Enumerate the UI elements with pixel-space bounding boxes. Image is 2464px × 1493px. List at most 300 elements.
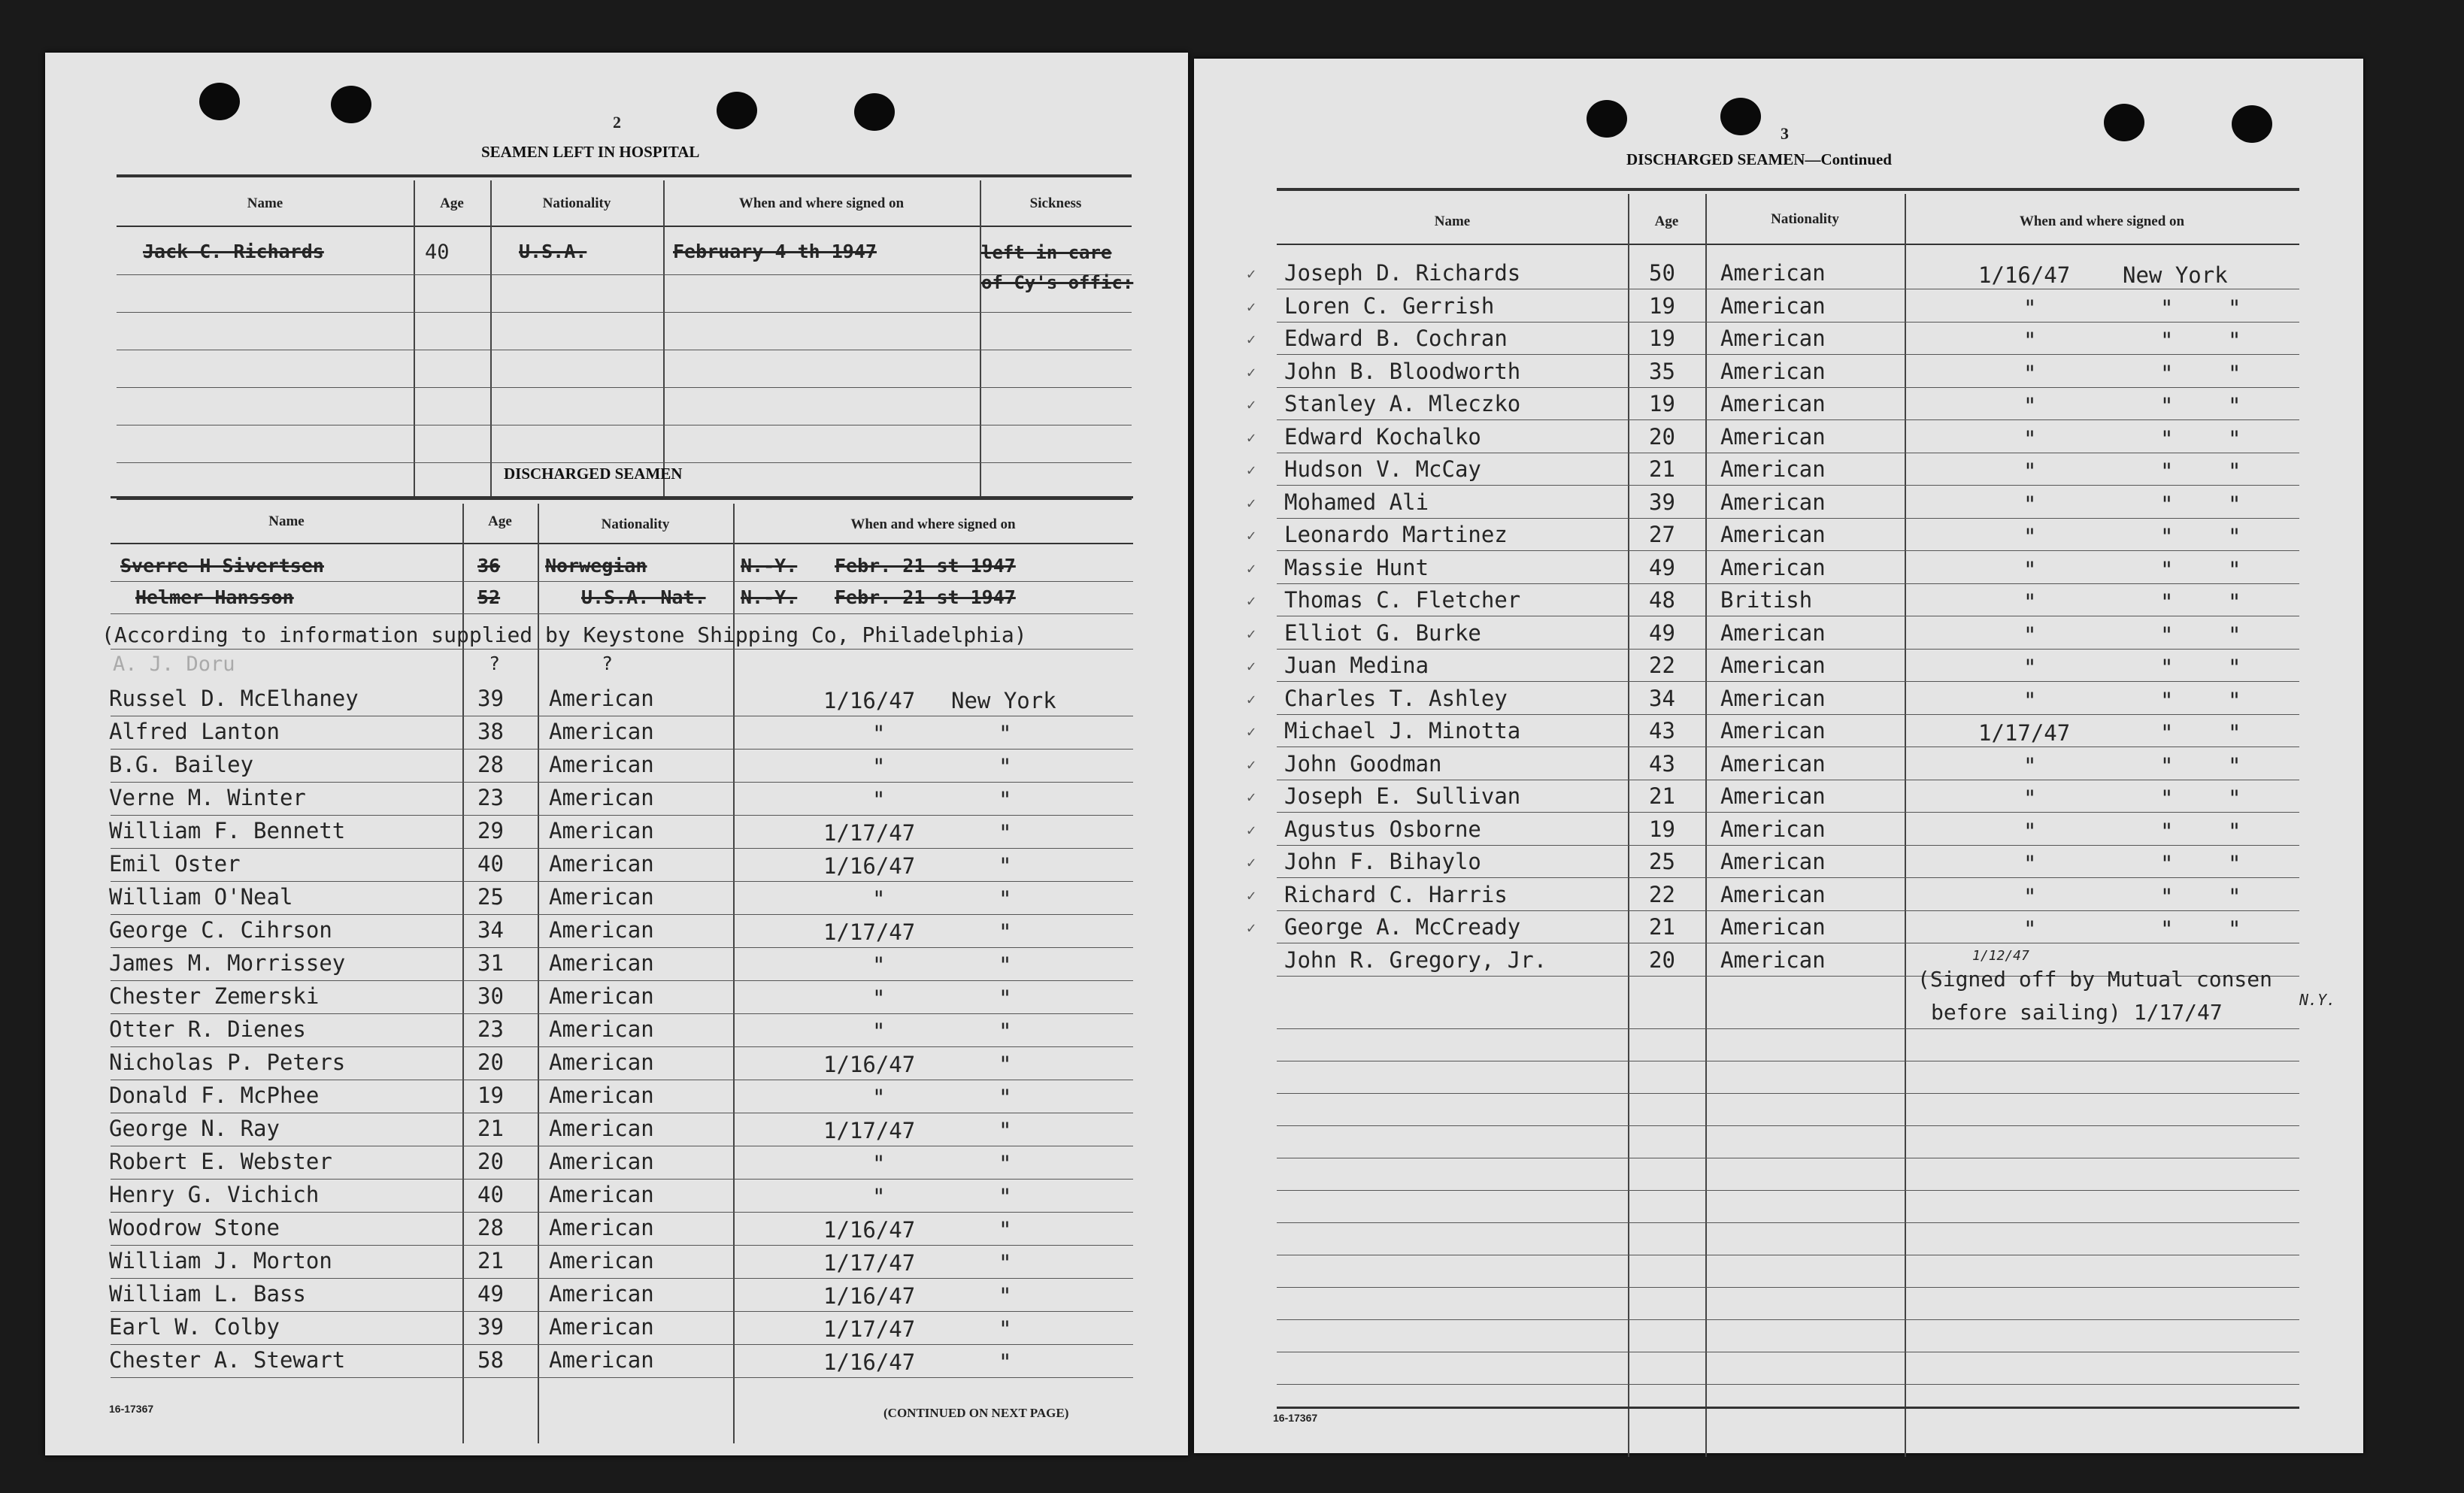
seaman-signed-date: 1/16/47: [823, 853, 916, 879]
gregory-annotation: 1/12/47: [1972, 948, 2029, 964]
col-divider: [980, 180, 981, 500]
seaman-age: 23: [477, 1016, 504, 1042]
keystone-note: (According to information supplied by Keystone Shipping Co, Philadelphia): [102, 622, 1027, 647]
row-rule: [117, 312, 1132, 313]
seaman-nationality: American: [1720, 653, 1826, 678]
seaman-nationality: American: [549, 1314, 654, 1340]
seaman-age: 21: [477, 1248, 504, 1273]
seaman-name: Juan Medina: [1284, 653, 1429, 678]
struck-date: Febr. 21 st 1947: [835, 555, 1016, 577]
hospital-name: Jack C. Richards: [143, 241, 324, 262]
seaman-signed-place: ": [2160, 589, 2174, 615]
seaman-name: John B. Bloodworth: [1284, 359, 1521, 384]
seaman-age: 35: [1649, 359, 1675, 384]
seaman-signed-place: ": [2160, 557, 2174, 583]
seaman-nationality: American: [1720, 816, 1826, 842]
seaman-name: John R. Gregory, Jr.: [1284, 947, 1547, 973]
seaman-nationality: American: [1720, 359, 1826, 384]
seaman-name: Otter R. Dienes: [109, 1016, 306, 1042]
row-rule: [1277, 485, 2299, 486]
seaman-signed-date: ": [2023, 426, 2037, 452]
row-rule: [111, 848, 1133, 849]
seaman-signed-date: 1/16/47: [1978, 262, 2071, 288]
gregory-note-2: before sailing) 1/17/47: [1931, 1000, 2223, 1025]
seaman-name: Loren C. Gerrish: [1284, 293, 1495, 319]
check-mark: ✓: [1247, 821, 1256, 839]
struck-place: N.-Y.: [741, 586, 798, 608]
seaman-nationality: American: [549, 983, 654, 1009]
row-rule: [1277, 354, 2299, 355]
seaman-signed-date: ": [2023, 622, 2037, 648]
punch-hole: [717, 92, 757, 129]
hospital-title: SEAMEN LEFT IN HOSPITAL: [481, 143, 700, 161]
seaman-signed-place: ": [999, 1217, 1012, 1243]
row-rule: [111, 881, 1133, 882]
seaman-nationality: American: [549, 1248, 654, 1273]
seaman-name: Agustus Osborne: [1284, 816, 1481, 842]
seaman-age: 34: [1649, 686, 1675, 711]
seaman-age: 30: [477, 983, 504, 1009]
seaman-nationality: American: [1720, 882, 1826, 907]
check-mark: ✓: [1247, 265, 1256, 283]
seaman-signed-date: ": [2023, 589, 2037, 615]
seaman-nationality: American: [1720, 456, 1826, 482]
row-rule: [1277, 1287, 2299, 1288]
seaman-signed-extra: ": [2228, 328, 2241, 353]
seaman-signed-place: New York: [2123, 262, 2228, 288]
seaman-age: 22: [1649, 653, 1675, 678]
punch-hole: [2232, 105, 2272, 143]
col-header-age: Age: [488, 513, 512, 529]
row-rule: [111, 1311, 1133, 1312]
punch-hole: [331, 86, 371, 123]
seaman-signed-extra: ": [2228, 753, 2241, 779]
seaman-signed-place: ": [999, 1052, 1012, 1077]
seaman-signed-date: ": [2023, 655, 2037, 680]
header-rule: [1277, 244, 2299, 245]
col-divider: [663, 180, 665, 500]
seaman-age: 22: [1649, 882, 1675, 907]
seaman-age: 20: [1649, 424, 1675, 450]
check-mark: ✓: [1247, 395, 1256, 413]
seaman-age: 23: [477, 785, 504, 810]
seaman-signed-extra: ": [2228, 557, 2241, 583]
table-bottom-rule: [1277, 1407, 2299, 1409]
col-header-age: Age: [1654, 214, 1679, 229]
seaman-signed-extra: ": [2228, 393, 2241, 419]
seaman-nationality: American: [1720, 620, 1826, 646]
faint-name: A. J. Doru: [113, 653, 235, 676]
seaman-nationality: American: [1720, 849, 1826, 874]
row-rule: [111, 914, 1133, 915]
table-top-rule: [117, 174, 1132, 177]
seaman-signed-date: ": [2023, 851, 2037, 877]
row-rule: [111, 581, 1133, 582]
seaman-signed-date: ": [2023, 492, 2037, 517]
seaman-signed-extra: ": [2228, 459, 2241, 484]
struck-date: Febr. 21 st 1947: [835, 586, 1016, 608]
seaman-signed-extra: ": [2228, 884, 2241, 910]
struck-name: Helmer Hansson: [135, 586, 294, 608]
struck-place: N.-Y.: [741, 555, 798, 577]
seaman-name: Emil Oster: [109, 851, 241, 877]
seaman-signed-extra: ": [2228, 524, 2241, 550]
seaman-name: Richard C. Harris: [1284, 882, 1508, 907]
seaman-nationality: American: [1720, 751, 1826, 777]
row-rule: [117, 462, 1132, 463]
seaman-signed-extra: ": [2228, 492, 2241, 517]
seaman-name: William O'Neal: [109, 884, 293, 910]
col-header-nationality: Nationality: [542, 195, 611, 211]
seaman-nationality: American: [1720, 914, 1826, 940]
col-divider: [1905, 194, 1906, 1457]
seaman-signed-extra: ": [2228, 589, 2241, 615]
row-rule: [1277, 1319, 2299, 1320]
hospital-nationality: U.S.A.: [519, 241, 587, 262]
check-mark: ✓: [1247, 559, 1256, 577]
seaman-age: 21: [1649, 783, 1675, 809]
table-top-rule: [1277, 188, 2299, 191]
seaman-nationality: American: [549, 884, 654, 910]
row-rule: [1277, 681, 2299, 682]
seaman-signed-place: ": [2160, 622, 2174, 648]
punch-hole: [199, 83, 240, 120]
check-mark: ✓: [1247, 853, 1256, 871]
seaman-name: Elliot G. Burke: [1284, 620, 1481, 646]
row-rule: [111, 782, 1133, 783]
seaman-signed-date: ": [2023, 295, 2037, 321]
row-rule: [111, 1013, 1133, 1014]
seaman-age: 49: [477, 1281, 504, 1307]
seaman-signed-place: ": [999, 721, 1012, 746]
row-rule: [111, 980, 1133, 981]
seaman-age: 21: [477, 1116, 504, 1141]
seaman-age: 58: [477, 1347, 504, 1373]
punch-hole: [1587, 100, 1627, 138]
seaman-name: John F. Bihaylo: [1284, 849, 1481, 874]
table-top-rule: [111, 496, 1133, 498]
seaman-nationality: American: [1720, 947, 1826, 973]
seaman-nationality: American: [1720, 424, 1826, 450]
seaman-nationality: American: [1720, 555, 1826, 580]
seaman-age: 39: [1649, 489, 1675, 515]
seaman-name: Edward B. Cochran: [1284, 326, 1508, 351]
seaman-signed-date: ": [2023, 786, 2037, 811]
seaman-nationality: American: [549, 1182, 654, 1207]
struck-age: 36: [477, 555, 501, 577]
faint-nationality: ?: [602, 653, 614, 674]
gregory-ny: N.Y.: [2299, 991, 2336, 1009]
seaman-signed-date: ": [2023, 524, 2037, 550]
row-rule: [111, 1179, 1133, 1180]
seaman-signed-place: ": [999, 754, 1012, 780]
seaman-signed-extra: ": [2228, 426, 2241, 452]
check-mark: ✓: [1247, 363, 1256, 381]
hospital-sickness-2: of Cy's offic:: [981, 272, 1134, 293]
seaman-age: 43: [1649, 718, 1675, 743]
form-number: 16-17367: [1273, 1412, 1318, 1424]
check-mark: ✓: [1247, 461, 1256, 479]
seaman-nationality: American: [1720, 783, 1826, 809]
seaman-signed-date: 1/17/47: [823, 919, 916, 945]
row-rule: [111, 1245, 1133, 1246]
seaman-signed-place: ": [999, 1019, 1012, 1044]
seaman-nationality: American: [549, 752, 654, 777]
seaman-name: Joseph D. Richards: [1284, 260, 1521, 286]
seaman-name: George N. Ray: [109, 1116, 280, 1141]
seaman-nationality: American: [549, 1347, 654, 1373]
seaman-signed-date: 1/17/47: [823, 1250, 916, 1276]
seaman-signed-extra: ": [2228, 361, 2241, 386]
seaman-signed-place: New York: [951, 688, 1056, 713]
seaman-signed-place: ": [2160, 295, 2174, 321]
seaman-nationality: American: [1720, 686, 1826, 711]
seaman-age: 19: [1649, 391, 1675, 416]
hospital-age: 40: [425, 241, 450, 264]
seaman-signed-date: 1/16/47: [823, 1349, 916, 1375]
seaman-nationality: American: [549, 1149, 654, 1174]
seaman-signed-date: ": [2023, 884, 2037, 910]
col-divider: [490, 180, 492, 500]
seaman-signed-place: ": [2160, 753, 2174, 779]
seaman-nationality: American: [549, 1016, 654, 1042]
seaman-name: Nicholas P. Peters: [109, 1049, 346, 1075]
seaman-signed-place: ": [2160, 492, 2174, 517]
seaman-signed-place: ": [2160, 393, 2174, 419]
seaman-signed-date: ": [872, 1184, 886, 1210]
row-rule: [111, 1344, 1133, 1345]
check-mark: ✓: [1247, 494, 1256, 512]
seaman-signed-place: ": [999, 1151, 1012, 1177]
seaman-signed-place: ": [999, 1316, 1012, 1342]
faint-age: ?: [489, 653, 501, 674]
seaman-name: Chester A. Stewart: [109, 1347, 346, 1373]
seaman-age: 49: [1649, 620, 1675, 646]
gregory-note-1: (Signed off by Mutual consen: [1917, 967, 2273, 992]
row-rule: [1277, 714, 2299, 715]
col-divider: [1628, 194, 1629, 1457]
check-mark: ✓: [1247, 657, 1256, 675]
row-rule: [1277, 387, 2299, 388]
row-rule: [111, 1046, 1133, 1047]
seaman-age: 28: [477, 752, 504, 777]
seaman-age: 40: [477, 851, 504, 877]
seaman-signed-extra: ": [2228, 688, 2241, 713]
seaman-signed-place: ": [999, 853, 1012, 879]
row-rule: [1277, 1190, 2299, 1191]
seaman-name: Hudson V. McCay: [1284, 456, 1481, 482]
seaman-name: William F. Bennett: [109, 818, 346, 843]
seaman-signed-place: ": [2160, 655, 2174, 680]
row-rule: [1277, 322, 2299, 323]
punch-hole: [1720, 98, 1761, 135]
continued-note: (CONTINUED ON NEXT PAGE): [883, 1406, 1069, 1420]
row-rule: [111, 1212, 1133, 1213]
col-header-nationality: Nationality: [601, 516, 670, 532]
seaman-name: Henry G. Vichich: [109, 1182, 320, 1207]
struck-nationality: Norwegian: [545, 555, 647, 577]
seaman-signed-extra: ": [2228, 819, 2241, 844]
row-rule: [1277, 518, 2299, 519]
struck-age: 52: [477, 586, 501, 608]
seaman-signed-place: ": [2160, 426, 2174, 452]
seaman-signed-place: ": [999, 919, 1012, 945]
seaman-nationality: American: [549, 950, 654, 976]
seaman-nationality: American: [549, 686, 654, 711]
seaman-name: Earl W. Colby: [109, 1314, 280, 1340]
seaman-age: 34: [477, 917, 504, 943]
seaman-name: Michael J. Minotta: [1284, 718, 1521, 743]
hospital-signed: February 4 th 1947: [673, 241, 877, 262]
row-rule: [111, 749, 1133, 750]
seaman-name: Russel D. McElhaney: [109, 686, 359, 711]
seaman-nationality: British: [1720, 587, 1813, 613]
row-rule: [1277, 550, 2299, 551]
seaman-signed-place: ": [2160, 328, 2174, 353]
seaman-age: 38: [477, 719, 504, 744]
seaman-age: 25: [477, 884, 504, 910]
page-number: 3: [1781, 124, 1789, 143]
seaman-nationality: American: [1720, 522, 1826, 547]
seaman-name: Verne M. Winter: [109, 785, 306, 810]
seaman-nationality: American: [1720, 293, 1826, 319]
col-header-name: Name: [247, 195, 283, 211]
seaman-age: 31: [477, 950, 504, 976]
left-page: [45, 53, 1188, 1455]
seaman-signed-place: ": [2160, 884, 2174, 910]
row-rule: [1277, 845, 2299, 846]
seaman-age: 27: [1649, 522, 1675, 547]
seaman-signed-place: ": [999, 1250, 1012, 1276]
form-number: 16-17367: [109, 1403, 154, 1415]
seaman-name: Robert E. Webster: [109, 1149, 332, 1174]
seaman-nationality: American: [549, 785, 654, 810]
seaman-name: George C. Cihrson: [109, 917, 332, 943]
seaman-signed-place: ": [2160, 851, 2174, 877]
seaman-signed-date: ": [872, 787, 886, 813]
struck-nationality: U.S.A. Nat.: [581, 586, 706, 608]
seaman-name: William J. Morton: [109, 1248, 332, 1273]
seaman-signed-date: 1/16/47: [823, 1283, 916, 1309]
seaman-signed-place: ": [999, 820, 1012, 846]
row-rule: [1277, 910, 2299, 911]
check-mark: ✓: [1247, 330, 1256, 348]
seaman-signed-place: ": [2160, 720, 2174, 746]
check-mark: ✓: [1247, 919, 1256, 937]
seaman-signed-place: ": [2160, 819, 2174, 844]
seaman-age: 19: [1649, 293, 1675, 319]
punch-hole: [2104, 104, 2144, 141]
seaman-nationality: American: [1720, 391, 1826, 416]
check-mark: ✓: [1247, 788, 1256, 806]
seaman-signed-extra: ": [2228, 655, 2241, 680]
seaman-age: 19: [477, 1083, 504, 1108]
check-mark: ✓: [1247, 298, 1256, 316]
seaman-signed-date: 1/16/47: [823, 1217, 916, 1243]
seaman-signed-date: 1/17/47: [823, 1316, 916, 1342]
row-rule: [117, 274, 1132, 275]
row-rule: [1277, 877, 2299, 878]
seaman-name: Thomas C. Fletcher: [1284, 587, 1521, 613]
seaman-age: 25: [1649, 849, 1675, 874]
seaman-name: Leonardo Martinez: [1284, 522, 1508, 547]
col-header-name: Name: [268, 513, 305, 529]
header-rule: [111, 543, 1133, 544]
seaman-signed-date: ": [2023, 459, 2037, 484]
seaman-name: Mohamed Ali: [1284, 489, 1429, 515]
seaman-signed-date: ": [2023, 328, 2037, 353]
seaman-name: Chester Zemerski: [109, 983, 320, 1009]
seaman-signed-date: ": [2023, 393, 2037, 419]
seaman-name: Alfred Lanton: [109, 719, 280, 744]
seaman-age: 20: [477, 1149, 504, 1174]
seaman-age: 21: [1649, 456, 1675, 482]
hospital-sickness: left in care: [981, 242, 1112, 263]
row-rule: [111, 1377, 1133, 1378]
seaman-signed-date: 1/17/47: [823, 820, 916, 846]
seaman-nationality: American: [549, 719, 654, 744]
check-mark: ✓: [1247, 429, 1256, 447]
row-rule: [111, 947, 1133, 948]
seaman-signed-date: 1/16/47: [823, 688, 916, 713]
row-rule: [1277, 812, 2299, 813]
seaman-name: Massie Hunt: [1284, 555, 1429, 580]
seaman-signed-date: ": [872, 754, 886, 780]
seaman-nationality: American: [1720, 489, 1826, 515]
seaman-nationality: American: [1720, 260, 1826, 286]
col-header-signed-on: When and where signed on: [738, 195, 905, 211]
row-rule: [117, 387, 1132, 388]
row-rule: [1277, 419, 2299, 420]
seaman-age: 48: [1649, 587, 1675, 613]
seaman-name: Woodrow Stone: [109, 1215, 280, 1240]
check-mark: ✓: [1247, 886, 1256, 904]
row-rule: [111, 1278, 1133, 1279]
seaman-age: 29: [477, 818, 504, 843]
seaman-signed-date: 1/17/47: [1978, 720, 2071, 746]
seaman-signed-date: ": [872, 952, 886, 978]
seaman-signed-extra: ": [2228, 851, 2241, 877]
row-rule: [111, 815, 1133, 816]
seaman-nationality: American: [1720, 718, 1826, 743]
seaman-nationality: American: [549, 1049, 654, 1075]
col-header-age: Age: [440, 195, 464, 211]
check-mark: ✓: [1247, 722, 1256, 740]
seaman-signed-date: ": [2023, 819, 2037, 844]
seaman-signed-date: ": [2023, 916, 2037, 942]
row-rule: [1277, 1222, 2299, 1223]
seaman-signed-extra: ": [2228, 786, 2241, 811]
seaman-signed-date: ": [872, 886, 886, 912]
seaman-signed-place: ": [2160, 524, 2174, 550]
seaman-nationality: American: [549, 851, 654, 877]
discharged-title: DISCHARGED SEAMEN: [504, 465, 683, 483]
seaman-age: 20: [1649, 947, 1675, 973]
seaman-name: George A. McCready: [1284, 914, 1521, 940]
seaman-nationality: American: [549, 1116, 654, 1141]
check-mark: ✓: [1247, 690, 1256, 708]
seaman-signed-place: ": [2160, 688, 2174, 713]
row-rule: [1277, 1028, 2299, 1029]
struck-name: Sverre H Sivertsen: [120, 555, 324, 577]
col-divider: [1705, 194, 1707, 1457]
seaman-signed-extra: ": [2228, 916, 2241, 942]
seaman-signed-date: ": [872, 1019, 886, 1044]
seaman-nationality: American: [549, 1083, 654, 1108]
seaman-name: Stanley A. Mleczko: [1284, 391, 1521, 416]
check-mark: ✓: [1247, 625, 1256, 643]
col-header-nationality: Nationality: [1771, 211, 1839, 227]
